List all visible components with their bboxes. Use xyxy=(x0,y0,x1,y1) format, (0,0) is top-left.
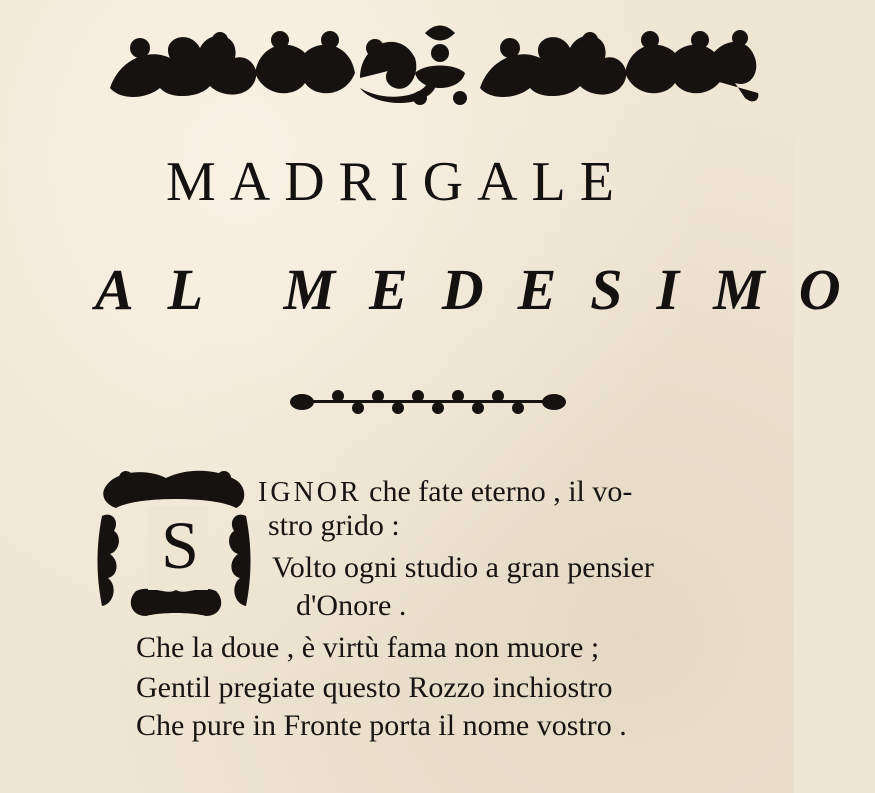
page-title: MADRIGALE xyxy=(166,151,628,213)
poem-line-7: Che pure in Fronte porta il nome vostro . xyxy=(136,709,627,742)
poem-line-5: Che la doue , è virtù fama non muore ; xyxy=(136,631,600,664)
page-subtitle: AL MEDESIMO xyxy=(95,257,875,322)
fleuron-left-icon xyxy=(110,32,256,97)
fleuron-band-icon xyxy=(100,18,760,108)
poem-line-3: Volto ogni studio a gran pensier xyxy=(272,551,654,584)
poem-first-word: IGNOR xyxy=(258,477,362,508)
fleuron-right-icon xyxy=(480,32,626,97)
poem-line-1-text: che fate eterno , il vo- xyxy=(361,475,633,508)
fleuron-leaf-icon xyxy=(255,31,355,93)
poem-line-2: stro grido : xyxy=(268,509,400,542)
poem-line-6: Gentil pregiate questo Rozzo inchiostro xyxy=(136,671,613,704)
vine-ornament-icon xyxy=(288,384,568,420)
poem-line-1 xyxy=(258,474,632,511)
show-through-texture xyxy=(560,210,620,240)
fleuron-end-icon xyxy=(705,30,758,101)
dropcap-letter: S xyxy=(161,507,199,583)
poem-line-4: d'Onore . xyxy=(296,589,407,622)
fleuron-center-icon xyxy=(413,26,467,106)
